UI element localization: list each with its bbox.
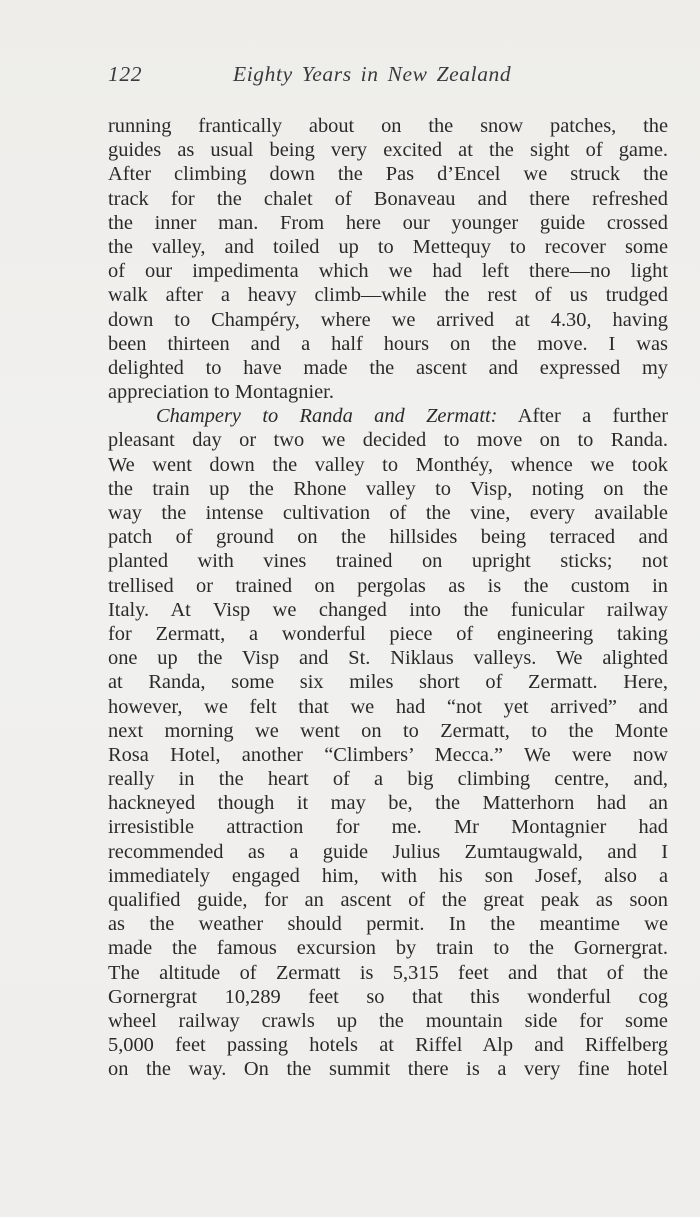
text-line: been thirteen and a half hours on the move. I was xyxy=(108,332,668,355)
text-line: After climbing down the Pas d’Encel we struck the xyxy=(108,163,668,186)
text-line: the train up the Rhone valley to Visp, noting on the xyxy=(108,477,668,500)
text-line: for Zermatt, a wonderful piece of engineering taking xyxy=(108,622,668,645)
text-line: however, we felt that we had “not yet arrived” and xyxy=(108,695,668,718)
text-line: irresistible attraction for me. Mr Montagnier had xyxy=(108,816,668,839)
text-line: on the way. On the summit there is a very fine hotel xyxy=(108,1058,668,1081)
paragraph-2 xyxy=(108,404,668,1081)
text-line: Gornergrat 10,289 feet so that this wonderful cog xyxy=(108,985,668,1008)
text-line: 5,000 feet passing hotels at Riffel Alp and Riffelberg xyxy=(108,1034,668,1057)
text-line: of our impedimenta which we had left there—no light xyxy=(108,260,668,283)
text-line: Italy. At Visp we changed into the funicular railway xyxy=(108,598,668,621)
text-line: We went down the valley to Monthéy, whence we took xyxy=(108,453,668,476)
text-line: planted with vines trained on upright sticks; not xyxy=(108,550,668,573)
body-text xyxy=(108,114,668,1082)
text-line: running frantically about on the snow patches, the xyxy=(108,115,668,137)
text-line: the valley, and toiled up to Mettequy to recover some xyxy=(108,235,668,258)
running-title: Eighty Years in New Zealand xyxy=(233,62,512,86)
text-line: wheel railway crawls up the mountain side for some xyxy=(108,1009,668,1032)
text-line: one up the Visp and St. Niklaus valleys. We alighted xyxy=(108,647,668,670)
text-line: the inner man. From here our younger guide crossed xyxy=(108,211,668,234)
text-line: walk after a heavy climb—while the rest of us trudged xyxy=(108,284,668,307)
text-line: guides as usual being very excited at the sight of game. xyxy=(108,139,668,162)
text-line: made the famous excursion by train to the Gornergrat. xyxy=(108,937,668,960)
text-line: appreciation to Montagnier. xyxy=(108,381,334,404)
text-line: as the weather should permit. In the meantime we xyxy=(108,913,668,936)
text-line: Rosa Hotel, another “Climbers’ Mecca.” We were now xyxy=(108,743,668,766)
text-line: delighted to have made the ascent and expressed my xyxy=(108,356,668,379)
text-line: at Randa, some six miles short of Zermatt. Here, xyxy=(108,671,668,694)
text-line: next morning we went on to Zermatt, to the Monte xyxy=(108,719,668,742)
page-header xyxy=(108,62,668,92)
text-line: really in the heart of a big climbing centre, and, xyxy=(108,768,668,791)
section-first-line xyxy=(108,404,668,428)
text-line: trellised or trained on pergolas as is the custom in xyxy=(108,574,668,597)
text-line: qualified guide, for an ascent of the great peak as soon xyxy=(108,889,668,911)
text-line: track for the chalet of Bonaveau and there refreshed xyxy=(108,187,668,210)
text-line: patch of ground on the hillsides being terraced and xyxy=(108,526,668,549)
text-line: The altitude of Zermatt is 5,315 feet and that of the xyxy=(108,961,668,984)
text-line: way the intense cultivation of the vine, every available xyxy=(108,502,668,524)
section-heading: Champery to Randa and Zermatt: xyxy=(156,405,498,428)
text-line: immediately engaged him, with his son Josef, also a xyxy=(108,864,668,887)
paragraph-1 xyxy=(108,114,668,404)
section-first-line-text: After a further xyxy=(517,405,668,428)
text-line: recommended as a guide Julius Zumtaugwald, and I xyxy=(108,840,668,863)
text-line: hackneyed though it may be, the Matterhorn had an xyxy=(108,792,668,815)
page-number: 122 xyxy=(108,62,143,86)
text-line: pleasant day or two we decided to move on to Randa. xyxy=(108,429,668,452)
text-line: down to Champéry, where we arrived at 4.30, having xyxy=(108,308,668,331)
